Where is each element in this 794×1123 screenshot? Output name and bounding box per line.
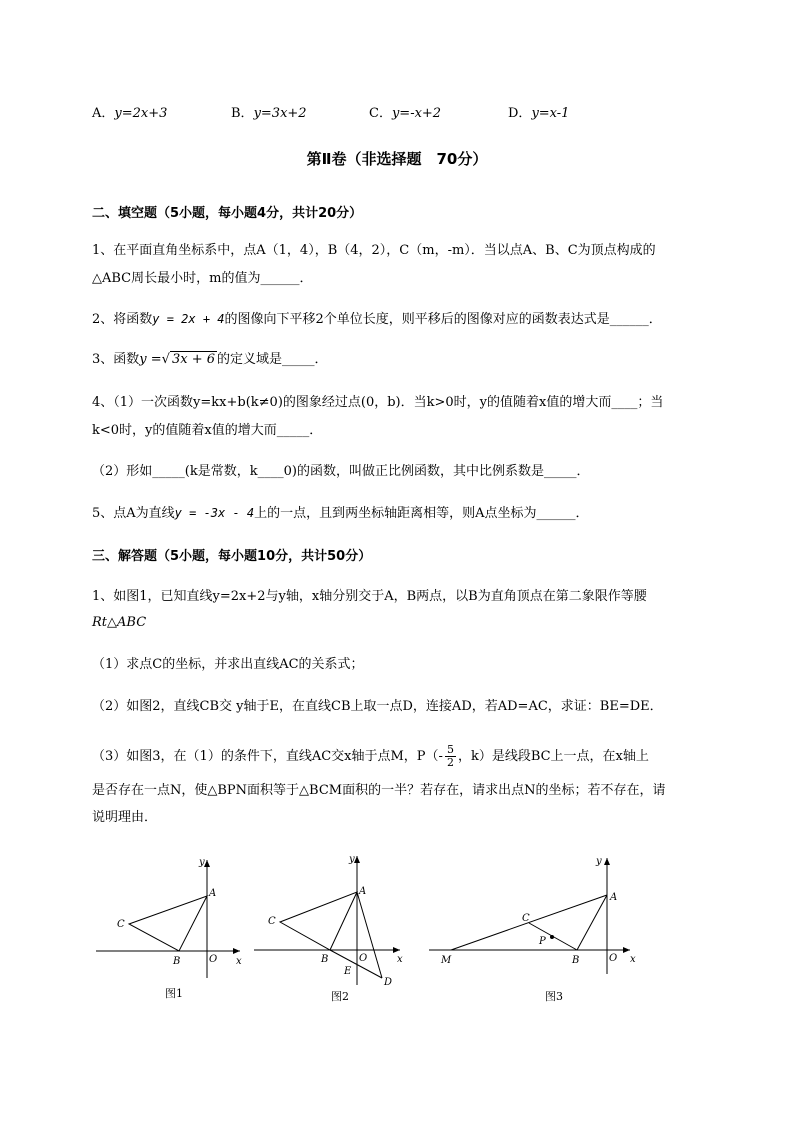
part-title: 第Ⅱ卷（非选择题 70分） [306,150,488,168]
p1-sub3-text-b: ，k）是线段BC上一点，在x轴上 [457,749,649,764]
q1-line2: △ABC周长最小时，m的值为______． [92,271,313,286]
q5-formula: y = -3x - 4 [174,506,255,520]
p1-sub1: （1）求点C的坐标，并求出直线AC的关系式； [92,657,364,672]
label-b: B [173,956,181,967]
label-d: D [384,977,393,988]
option-a [92,102,167,121]
option-c [369,102,441,121]
figure-2 [250,850,420,990]
q5-text-a: 5、点A为直线 [92,506,175,521]
q5 [92,504,589,523]
q1-line1: 1、在平面直角坐标系中，点A（1，4），B（4，2），C（m，-m）．当以点A、B、C为顶点构成的 [92,243,656,258]
p1-sub3-text-a: （3）如图3，在（1）的条件下，直线AC交x轴于点M，P（- [92,749,443,764]
q5-text-b: 上的一点，且到两坐标轴距离相等，则A点坐标为______． [254,506,589,521]
label-c: C [117,919,125,930]
option-a-label: A． [92,106,115,121]
figure-3 [425,850,645,980]
option-b [231,102,307,121]
figure-1 [92,850,252,980]
option-c-text: y=-x+2 [391,106,442,121]
q2-formula: y = 2x + 4 [152,312,225,326]
p1-sub3-line1 [92,744,649,769]
option-d-label: D． [508,106,532,121]
label-b: B [572,955,580,966]
figure-2-caption: 图2 [331,990,349,1003]
fraction-numerator: 5 [446,743,454,756]
label-m: M [441,955,452,966]
q4-line3: （2）形如_____(k是常数，k____0)的函数，叫做正比例函数，其中比例系数是_____． [92,464,590,479]
option-d [508,102,569,121]
q3-formula-left: y = [139,352,162,367]
q4-line1: 4、（1）一次函数y=kx+b(k≠0)的图象经过点(0，b)．当k>0时，y的值随着x值的增大而____；当 [92,395,664,410]
section2-title: 二、填空题（5小题，每小题4分，共计20分） [92,206,363,221]
point-p [550,935,554,939]
option-a-text: y=2x+3 [114,106,168,121]
option-c-label: C． [369,106,392,121]
q2 [92,310,662,329]
p1-sub3-fraction [445,744,456,769]
p1-sub3-line3: 说明理由． [92,810,158,825]
q3-formula-root: 3x + 6 [171,352,215,367]
label-a: A [209,888,217,899]
line-cbd [330,950,382,978]
label-c: C [522,913,530,924]
option-b-text: y=3x+2 [253,106,307,121]
q3-text-b: 的定义域是_____． [216,352,328,367]
label-p: P [539,936,546,947]
label-y: y [596,856,602,867]
label-y: y [349,854,355,865]
figure-1-caption: 图1 [165,987,183,1000]
option-d-text: y=x-1 [531,106,570,121]
label-o: O [609,953,618,964]
section3-title: 三、解答题（5小题，每小题10分，共计50分） [92,549,372,564]
segment-ad [357,892,382,978]
p1-sub3-line2: 是否存在一点N，使△BPN面积等于△BCM面积的一半？若存在，请求出点N的坐标；若不存在，请 [92,783,666,798]
label-a: A [359,886,367,897]
q3: 3、函数y =√ 3x + 6 的定义域是_____． [92,352,328,367]
label-y: y [199,857,205,868]
label-o: O [209,954,218,965]
label-x: x [630,954,636,965]
option-b-label: B． [231,106,254,121]
q4-line2: k<0时，y的值随着x值的增大而_____． [92,423,323,438]
p1-line1: 1、如图1，已知直线y=2x+2与y轴，x轴分别交于A，B两点，以B为直角顶点在第二象限作等腰 [92,589,647,604]
label-o: O [359,953,368,964]
label-x: x [236,956,242,967]
label-e: E [344,966,352,977]
label-b: B [321,954,329,965]
p1-sub2: （2）如图2，直线CB交 y轴于E，在直线CB上取一点D，连接AD，若AD=AC，求证：BE=DE． [92,699,663,714]
triangle-abc [129,896,207,951]
label-x: x [397,954,403,965]
q3-text-a: 3、函数 [92,352,140,367]
label-a: A [610,892,618,903]
label-c: C [268,916,276,927]
fraction-denominator: 2 [446,756,454,769]
p1-line2: Rt△ABC [92,615,147,630]
q2-text-a: 2、将函数 [92,312,153,327]
q2-text-b: 的图像向下平移2个单位长度，则平移后的图像对应的函数表达式是______． [224,312,662,327]
triangle-abc [280,892,357,950]
figure-3-caption: 图3 [545,990,563,1003]
segment-ab [577,895,607,950]
